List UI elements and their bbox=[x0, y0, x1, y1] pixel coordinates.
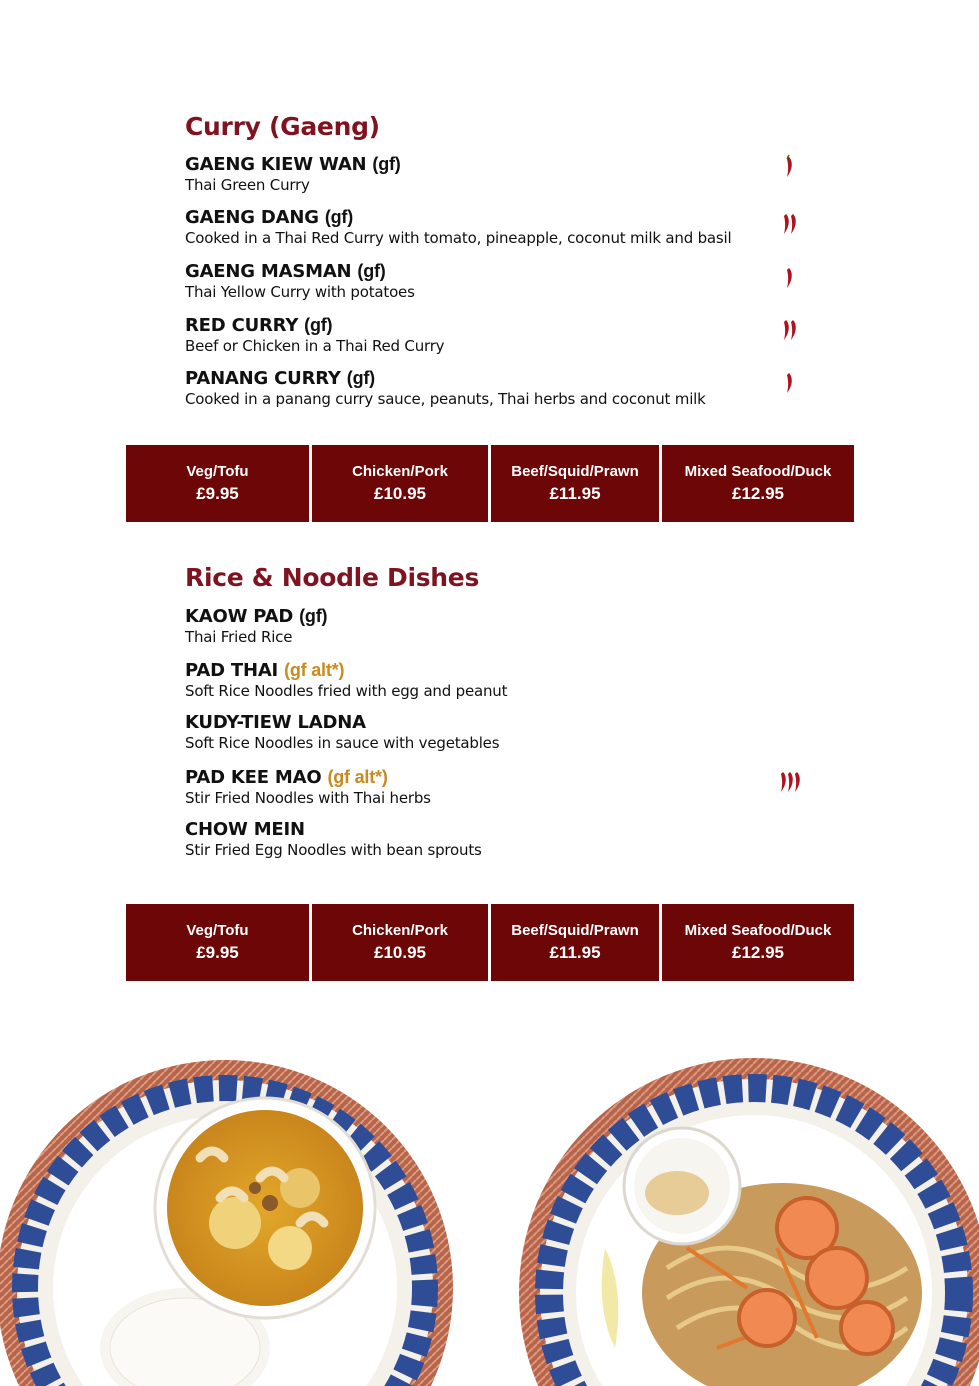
item-description: Stir Fried Noodles with Thai herbs bbox=[185, 789, 431, 807]
price-label: Chicken/Pork bbox=[352, 462, 448, 480]
price-amount: £9.95 bbox=[196, 942, 239, 962]
price-label: Veg/Tofu bbox=[186, 462, 249, 480]
gf-alt-tag: (gf alt*) bbox=[284, 660, 345, 680]
item-name: PAD KEE MAO bbox=[185, 767, 322, 788]
curry-section-title: Curry (Gaeng) bbox=[185, 112, 380, 141]
price-cell-mixed-seafood-duck bbox=[662, 904, 854, 981]
price-label: Beef/Squid/Prawn bbox=[511, 921, 639, 939]
menu-item-gaeng-masman bbox=[185, 260, 805, 310]
chili-icon bbox=[775, 264, 805, 294]
item-description: Cooked in a panang curry sauce, peanuts, Thai herbs and coconut milk bbox=[185, 390, 706, 408]
price-label: Veg/Tofu bbox=[186, 921, 249, 939]
chili-icon bbox=[775, 369, 805, 399]
gf-tag: (gf) bbox=[346, 368, 375, 388]
item-description: Soft Rice Noodles in sauce with vegetables bbox=[185, 734, 500, 752]
menu-item-gaeng-dang bbox=[185, 206, 805, 256]
item-description: Cooked in a Thai Red Curry with tomato, pineapple, coconut milk and basil bbox=[185, 229, 732, 247]
item-name: KAOW PAD bbox=[185, 606, 294, 627]
item-name: GAENG DANG bbox=[185, 207, 319, 228]
menu-item-pad-thai bbox=[185, 659, 805, 709]
price-label: Beef/Squid/Prawn bbox=[511, 462, 639, 480]
item-name: CHOW MEIN bbox=[185, 819, 305, 840]
item-description: Thai Yellow Curry with potatoes bbox=[185, 283, 415, 301]
chili-icon bbox=[775, 153, 805, 183]
item-description: Stir Fried Egg Noodles with bean sprouts bbox=[185, 841, 482, 859]
gf-tag: (gf) bbox=[304, 315, 333, 335]
item-name: RED CURRY bbox=[185, 315, 299, 336]
item-name: GAENG KIEW WAN bbox=[185, 154, 367, 175]
pad-thai-plate-image bbox=[517, 1048, 979, 1386]
item-name: PANANG CURRY bbox=[185, 368, 341, 389]
rice-price-bar bbox=[126, 904, 854, 981]
price-cell-beef-squid-prawn bbox=[491, 445, 659, 522]
price-amount: £12.95 bbox=[732, 483, 784, 503]
item-description: Thai Green Curry bbox=[185, 176, 310, 194]
item-name: KUDY-TIEW LADNA bbox=[185, 712, 366, 733]
chili-icon-double bbox=[775, 210, 805, 240]
chili-icon-triple bbox=[775, 768, 805, 798]
price-amount: £11.95 bbox=[549, 942, 601, 962]
rice-section-title: Rice & Noodle Dishes bbox=[185, 563, 480, 592]
menu-item-panang-curry bbox=[185, 367, 805, 417]
price-amount: £10.95 bbox=[374, 483, 426, 503]
gf-tag: (gf) bbox=[357, 261, 386, 281]
price-label: Mixed Seafood/Duck bbox=[684, 462, 832, 480]
gf-tag: (gf) bbox=[324, 207, 354, 227]
menu-item-kudy-tiew-ladna bbox=[185, 712, 805, 762]
chili-icon-double bbox=[775, 316, 805, 346]
price-cell-veg-tofu bbox=[126, 445, 309, 522]
gf-alt-tag: (gf alt*) bbox=[327, 767, 388, 787]
price-label: Mixed Seafood/Duck bbox=[684, 921, 832, 939]
price-cell-beef-squid-prawn bbox=[491, 904, 659, 981]
menu-item-chow-mein bbox=[185, 819, 805, 869]
menu-item-kaow-pad bbox=[185, 605, 805, 655]
menu-item-gaeng-kiew-wan bbox=[185, 153, 805, 203]
gf-tag: (gf) bbox=[299, 606, 328, 626]
item-description: Beef or Chicken in a Thai Red Curry bbox=[185, 337, 445, 355]
price-amount: £9.95 bbox=[196, 483, 239, 503]
item-description: Thai Fried Rice bbox=[185, 628, 293, 646]
price-amount: £11.95 bbox=[549, 483, 601, 503]
price-cell-chicken-pork bbox=[312, 445, 488, 522]
price-cell-mixed-seafood-duck bbox=[662, 445, 854, 522]
menu-item-pad-kee-mao bbox=[185, 766, 805, 816]
gf-tag: (gf) bbox=[372, 154, 401, 174]
price-amount: £12.95 bbox=[732, 942, 784, 962]
menu-item-red-curry bbox=[185, 314, 805, 364]
price-cell-chicken-pork bbox=[312, 904, 488, 981]
curry-price-bar bbox=[126, 445, 854, 522]
item-description: Soft Rice Noodles fried with egg and peanut bbox=[185, 682, 508, 700]
price-label: Chicken/Pork bbox=[352, 921, 448, 939]
item-name: GAENG MASMAN bbox=[185, 261, 352, 282]
price-cell-veg-tofu bbox=[126, 904, 309, 981]
massaman-curry-plate-image bbox=[0, 1048, 460, 1386]
item-name: PAD THAI bbox=[185, 660, 279, 681]
price-amount: £10.95 bbox=[374, 942, 426, 962]
